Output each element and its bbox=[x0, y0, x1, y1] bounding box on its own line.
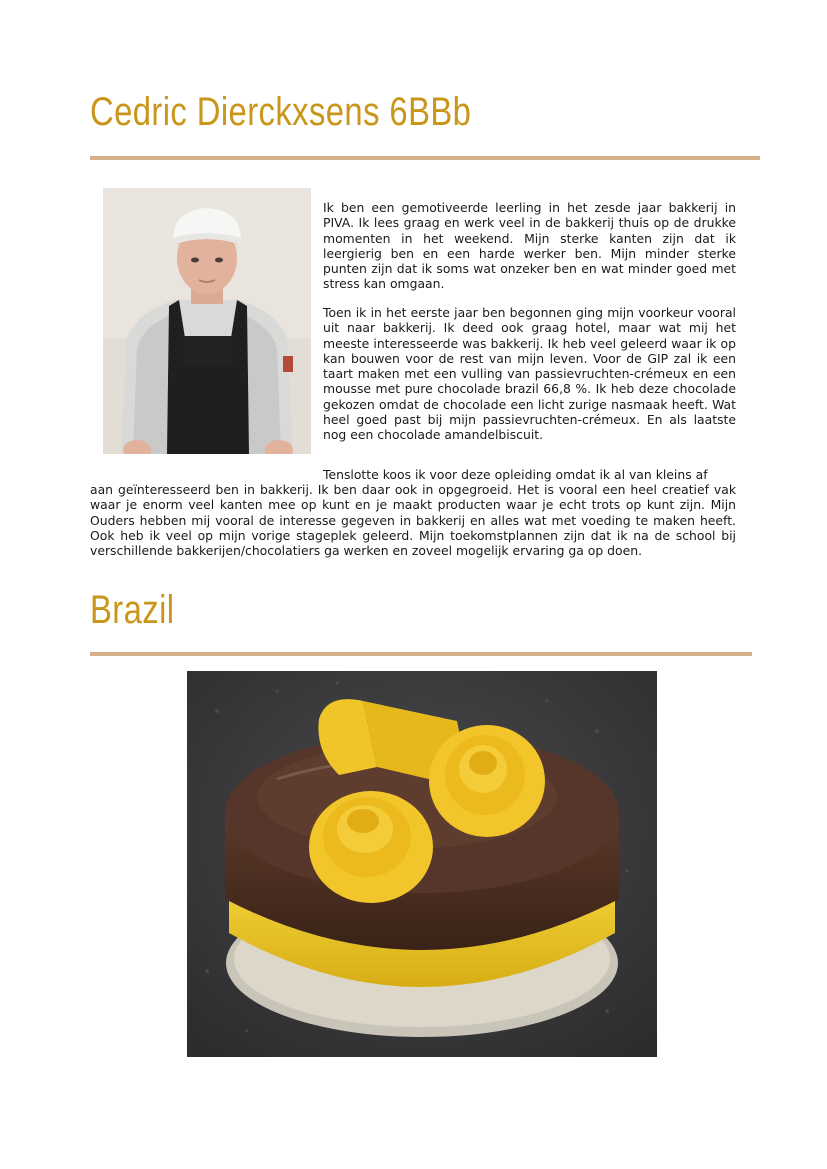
conclusion-paragraph: aan geïnteresseerd ben in bakkerij. Ik ben daar ook in opgegroeid. Het is vooral een heel creatief vak waar je enorm veel kanten mee op kunt en je maakt producten waar je echt trots op kunt zijn. Mijn Ouders hebben mij vooral de interesse gegeven in bakkerij en alles wat met voeding te maken heeft. Ook heb ik veel op mijn vorige stageplek geleerd. Mijn toekomstplannen zijn dat ik na de school bij verschillende bakkerijen/chocolatiers ga werken en zoveel mogelijk ervaring ga op doen. bbox=[90, 482, 736, 559]
cake-illustration bbox=[187, 671, 657, 1057]
student-portrait-photo bbox=[103, 188, 311, 454]
conclusion-paragraph-first-line: Tenslotte koos ik voor deze opleiding omdat ik al van kleins af bbox=[323, 467, 708, 482]
motivation-paragraph: Toen ik in het eerste jaar ben begonnen ging mijn voorkeur vooral uit naar bakkerij. Ik deed ook graag hotel, maar wat mij het meeste interesseerde was bakkerij. Ik heb veel geleerd waar ik op kan bouwen voor de rest van mijn leven. Voor de GIP zal ik een taart maken met een vulling van passievruchten-crémeux en een mousse met pure chocolade brazil 66,8 %. Ik heb deze chocolade gekozen omdat de chocolade een licht zurige nasmaak heeft. Wat heel goed past bij mijn passievruchten-crémeux. En als laatste nog een chocolade amandelbiscuit. bbox=[323, 305, 736, 443]
intro-paragraph: Ik ben een gemotiveerde leerling in het zesde jaar bakkerij in PIVA. Ik lees graag en werk veel in de bakkerij thuis op de drukke momenten in het weekend. Mijn sterke kanten zijn dat ik leergierig ben en een harde werker ben. Mijn minder sterke punten zijn dat ik soms wat onzeker ben en wat minder goed met stress kan omgaan. bbox=[323, 200, 736, 292]
section-title: Brazil bbox=[90, 588, 175, 632]
cake-photo bbox=[187, 671, 657, 1057]
title-divider bbox=[90, 156, 760, 160]
page-title: Cedric Dierckxsens 6BBb bbox=[90, 90, 472, 134]
section-divider bbox=[90, 652, 752, 656]
portrait-illustration bbox=[103, 188, 311, 454]
